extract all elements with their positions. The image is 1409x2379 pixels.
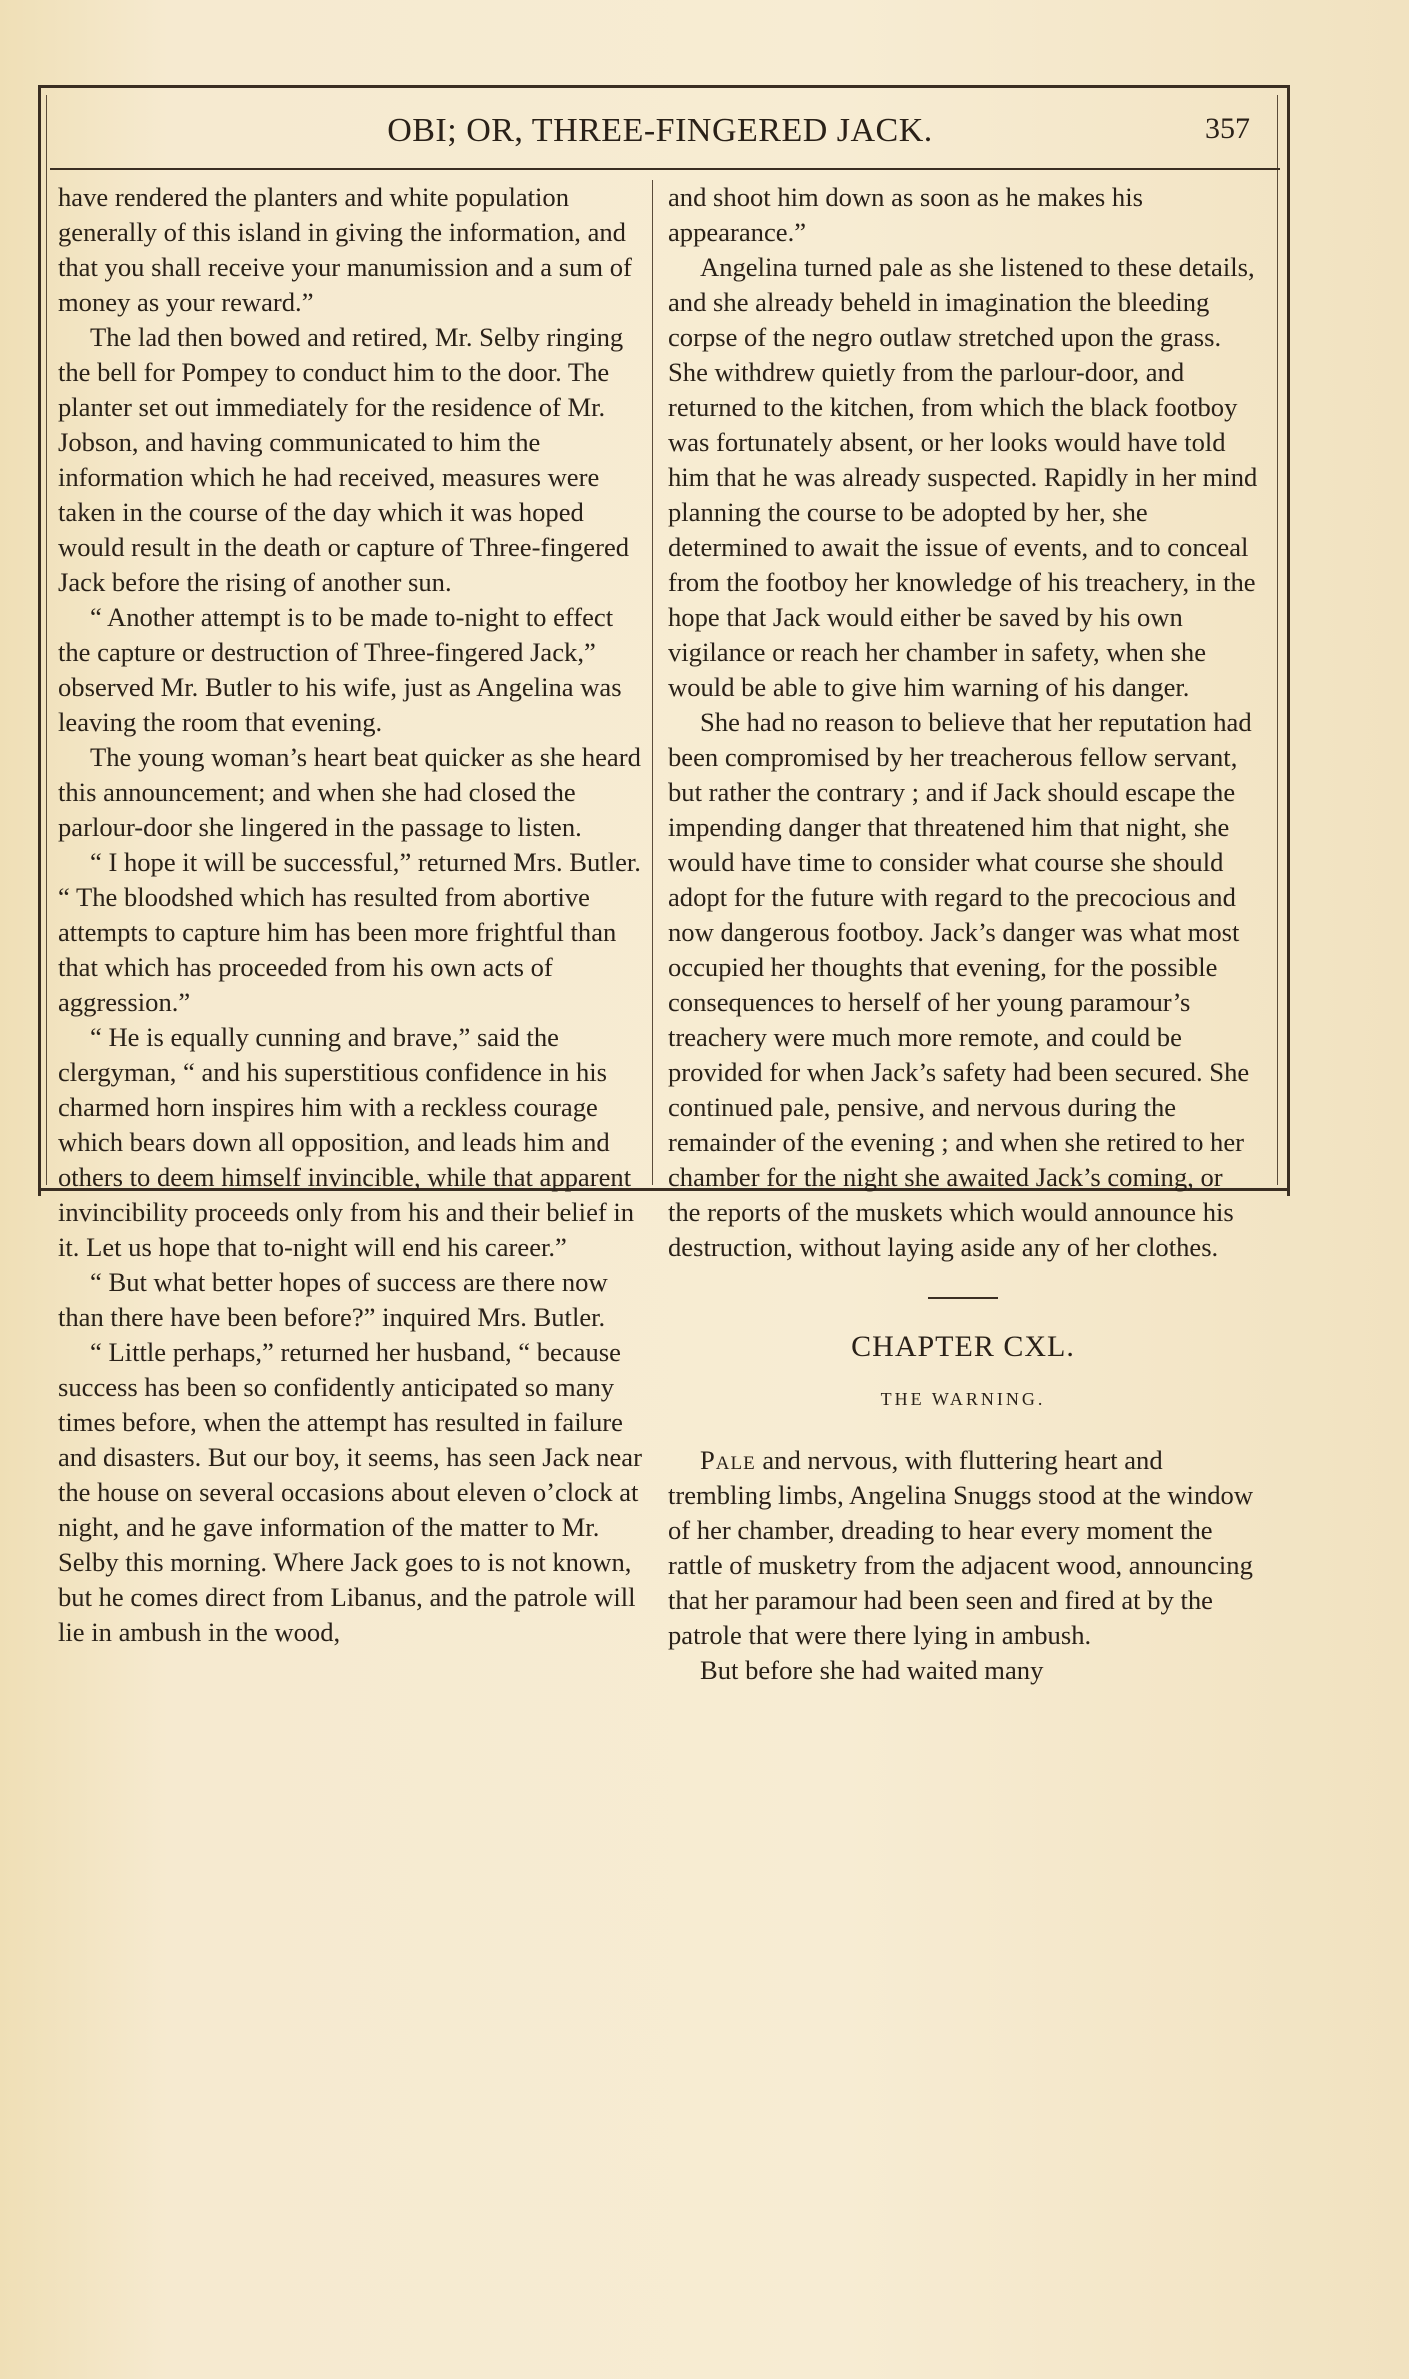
paragraph: The young woman’s heart beat quicker as she heard this announcement; and when she had closed the parlour-door she lingered in the passage to listen. <box>58 742 641 842</box>
header-rule <box>50 168 1280 170</box>
paragraph: Angelina turned pale as she listened to these details, and she already beheld in imagination the bleeding corpse of the negro outlaw stretched upon the grass. She withdrew quietly from the parlour-door, and returned to the kitchen, from which the black footboy was fortunately absent, or her looks would have told him that he was already suspected. Rapidly in her mind planning the course to be adopted by her, she determined to await the issue of events, and to conceal from the footboy her knowledge of his treachery, in the hope that Jack would either be saved by his own vigilance or reach her chamber in safety, when she would be able to give him warning of his danger. <box>668 252 1258 702</box>
paragraph: She had no reason to believe that her reputation had been compromised by her treacherous fellow servant, but rather the contrary ; and if Jack should escape the impending danger that threatened him that night, she would have time to consider what course she should adopt for the future with regard to the precocious and now dangerous footboy. Jack’s danger was what most occupied her thoughts that evening, for the possible consequences to herself of her young paramour’s treachery were much more remote, and could be provided for when Jack’s safety had been secured. She continued pale, pensive, and nervous during the remainder of the evening ; and when she retired to her chamber for the night she awaited Jack’s coming, or the reports of the muskets which would announce his destruction, without laying aside any of her clothes. <box>668 707 1252 1262</box>
paragraph: The lad then bowed and retired, Mr. Selby ringing the bell for Pompey to conduct him to the door. The planter set out immediately for the residence of Mr. Jobson, and having communicated to him the information which he had received, measures were taken in the course of the day which it was hoped would result in the death or capture of Three-fingered Jack before the rising of another sun. <box>58 322 630 597</box>
chapter-heading: CHAPTER CXL. <box>851 1330 1075 1363</box>
drop-word: Pale <box>700 1445 756 1475</box>
running-header <box>60 112 1260 162</box>
section-rule <box>928 1297 998 1299</box>
paragraph: have rendered the planters and white population generally of this island in giving the information, and that you shall receive your manumission and a sum of money as your reward.” <box>58 182 632 317</box>
paragraph: “ I hope it will be successful,” returned Mrs. Butler. “ The bloodshed which has resulted from abortive attempts to capture him has been more frightful than that which has proceeded from his own acts of aggression.” <box>58 847 641 1017</box>
paragraph: “ He is equally cunning and brave,” said the clergyman, “ and his superstitious confidence in his charmed horn inspires him with a reckless courage which bears down all opposition, and leads him and others to deem himself invincible, while that apparent invincibility proceeds only from his and their belief in it. Let us hope that to-night will end his career.” <box>58 1022 635 1262</box>
paragraph: “ But what better hopes of success are there now than there have been before?” inquired Mrs. Butler. <box>58 1267 608 1332</box>
chapter-subtitle: THE WARNING. <box>880 1389 1046 1409</box>
chapter-first-paragraph <box>668 1443 1258 1653</box>
paragraph-text: and nervous, with fluttering heart and trembling limbs, Angelina Snuggs stood at the window of her chamber, dreading to hear every moment the rattle of musketry from the adjacent wood, announcing that her paramour had been seen and fired at by the patrole that were there lying in ambush. <box>668 1445 1254 1650</box>
right-column <box>668 180 1258 1685</box>
paragraph: “ Another attempt is to be made to-night to effect the capture or destruction of Three-fingered Jack,” observed Mr. Butler to his wife, just as Angelina was leaving the room that evening. <box>58 602 622 737</box>
paragraph: “ Little perhaps,” returned her husband, “ because success has been so confidently anticipated so many times before, when the attempt has resulted in failure and disasters. But our boy, it seems, has seen Jack near the house on several occasions about eleven o’clock at night, and he gave information of the matter to Mr. Selby this morning. Where Jack goes to is not known, but he comes direct from Libanus, and the patrole will lie in ambush in the wood, <box>58 1337 642 1647</box>
running-title: OBI; OR, THREE-FINGERED JACK. <box>387 112 933 149</box>
paragraph: But before she had waited many <box>700 1655 1044 1685</box>
column-divider <box>652 180 653 1185</box>
left-column <box>58 180 648 1647</box>
page-number: 357 <box>1205 112 1250 145</box>
paragraph: and shoot him down as soon as he makes his appearance.” <box>668 182 1143 247</box>
